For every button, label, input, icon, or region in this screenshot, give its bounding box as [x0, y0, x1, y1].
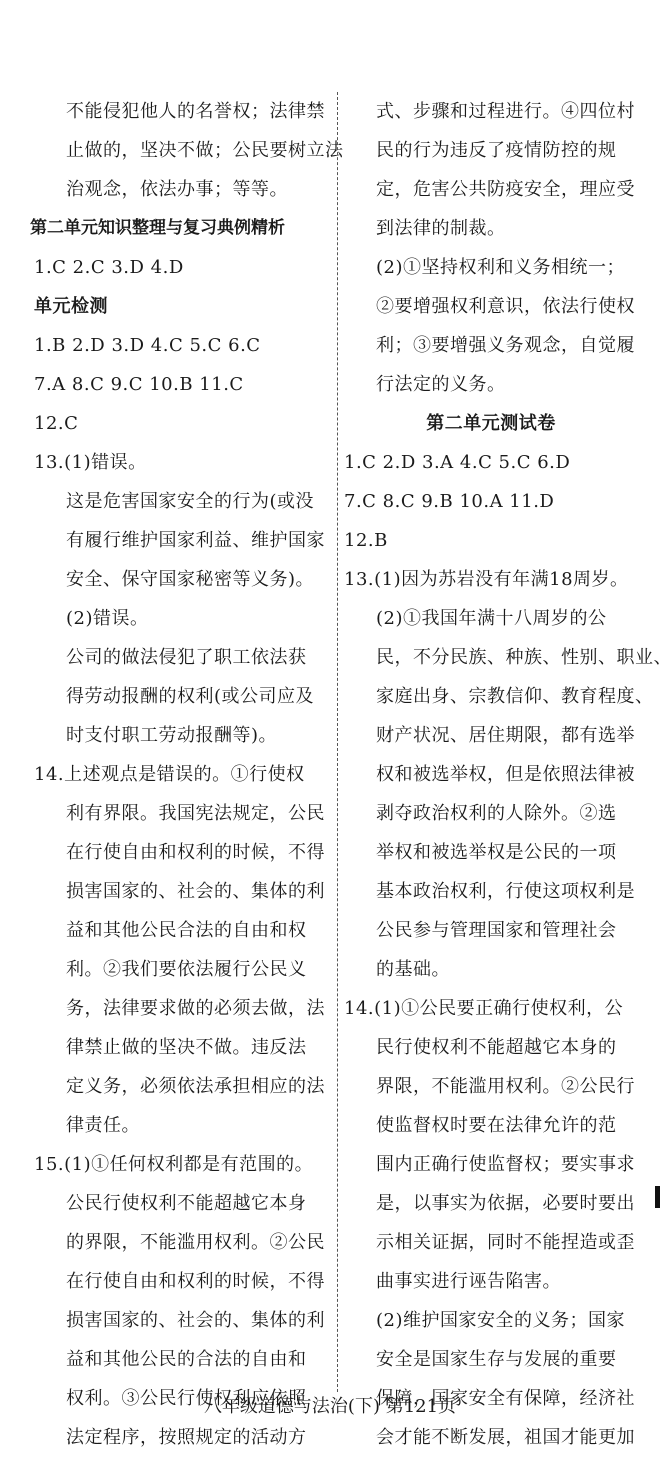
right-text-line: ②要增强权利意识，依法行使权 — [376, 296, 635, 317]
right-text-line: 民行使权利不能超越它本身的 — [376, 1037, 617, 1058]
right-text-line: 财产状况、居住期限，都有选举 — [376, 725, 635, 746]
right-text-line: 会才能不断发展，祖国才能更加 — [376, 1427, 635, 1448]
right-text-line: 12.B — [344, 530, 388, 551]
left-text-line: 公司的做法侵犯了职工依法获 — [66, 647, 307, 668]
right-text-line: 民的行为违反了疫情防控的规 — [376, 140, 617, 161]
right-text-line: 界限，不能滥用权利。②公民行 — [376, 1076, 635, 1097]
left-text-line: 利。②我们要依法履行公民义 — [66, 959, 307, 980]
right-column — [340, 92, 672, 1457]
right-text-line: 到法律的制裁。 — [376, 218, 506, 239]
edge-mark — [655, 1186, 660, 1208]
left-text-line: 1.B 2.D 3.D 4.C 5.C 6.C — [34, 335, 261, 356]
right-text-line: 13.(1)因为苏岩没有年满18周岁。 — [344, 569, 629, 590]
left-text-line: 益和其他公民的合法的自由和 — [66, 1349, 307, 1370]
right-text-line: 14.(1)①公民要正确行使权利，公 — [344, 998, 624, 1019]
right-text-line: 式、步骤和过程进行。④四位村 — [376, 101, 635, 122]
left-text-line: 时支付职工劳动报酬等)。 — [66, 725, 278, 746]
left-text-line: (2)错误。 — [66, 608, 149, 629]
right-text-line: 是，以事实为依据，必要时要出 — [376, 1193, 635, 1214]
right-text-line: 使监督权时要在法律允许的范 — [376, 1115, 617, 1136]
left-text-line: 这是危害国家安全的行为(或没 — [66, 491, 315, 512]
left-text-line: 权利。③公民行使权利应依照 — [66, 1388, 307, 1409]
right-text-line: 安全是国家生存与发展的重要 — [376, 1349, 617, 1370]
right-text-line: 剥夺政治权利的人除外。②选 — [376, 803, 617, 824]
left-text-line: 在行使自由和权利的时候，不得 — [66, 842, 325, 863]
right-text-line: (2)①坚持权利和义务相统一； — [376, 257, 625, 278]
right-text-line: 的基础。 — [376, 959, 450, 980]
right-text-line: 民，不分民族、种族、性别、职业、 — [376, 647, 672, 668]
left-text-line: 治观念，依法办事；等等。 — [66, 179, 288, 200]
left-text-line: 律禁止做的坚决不做。违反法 — [66, 1037, 307, 1058]
left-text-line: 15.(1)①任何权利都是有范围的。 — [34, 1154, 314, 1175]
right-text-line: 公民参与管理国家和管理社会 — [376, 920, 617, 941]
left-text-line: 有履行维护国家利益、维护国家 — [66, 530, 325, 551]
left-text-line: 务，法律要求做的必须去做，法 — [66, 998, 325, 1019]
left-text-line: 在行使自由和权利的时候，不得 — [66, 1271, 325, 1292]
right-text-line: 围内正确行使监督权；要实事求 — [376, 1154, 635, 1175]
left-text-line: 1.C 2.C 3.D 4.D — [34, 257, 184, 278]
left-text-line: 13.(1)错误。 — [34, 452, 147, 473]
right-text-line: 1.C 2.D 3.A 4.C 5.C 6.D — [344, 452, 571, 473]
right-text-line: 行法定的义务。 — [376, 374, 506, 395]
left-text-line: 7.A 8.C 9.C 10.B 11.C — [34, 374, 244, 395]
right-text-line: 利；③要增强义务观念，自觉履 — [376, 335, 635, 356]
right-text-line: (2)①我国年满十八周岁的公 — [376, 608, 607, 629]
right-text-line: (2)维护国家安全的义务；国家 — [376, 1310, 625, 1331]
left-text-line: 定义务，必须依法承担相应的法 — [66, 1076, 325, 1097]
right-text-line: 7.C 8.C 9.B 10.A 11.D — [344, 491, 555, 512]
left-text-line: 益和其他公民合法的自由和权 — [66, 920, 307, 941]
left-text-line: 损害国家的、社会的、集体的利 — [66, 881, 325, 902]
right-text-line: 基本政治权利，行使这项权利是 — [376, 881, 635, 902]
left-text-line: 第二单元知识整理与复习典例精析 — [30, 218, 285, 238]
left-text-line: 得劳动报酬的权利(或公司应及 — [66, 686, 315, 707]
column-divider — [337, 92, 338, 1392]
left-text-line: 安全、保守国家秘密等义务)。 — [66, 569, 315, 590]
left-text-line: 公民行使权利不能超越它本身 — [66, 1193, 307, 1214]
page-footer: 八年级道德与法治(下) 第121页 — [203, 1396, 457, 1417]
right-text-line: 第二单元测试卷 — [426, 413, 556, 434]
left-text-line: 损害国家的、社会的、集体的利 — [66, 1310, 325, 1331]
left-text-line: 14.上述观点是错误的。①行使权 — [34, 764, 305, 785]
left-text-line: 不能侵犯他人的名誉权；法律禁 — [66, 101, 325, 122]
left-text-line: 的界限，不能滥用权利。②公民 — [66, 1232, 325, 1253]
right-text-line: 保障，国家安全有保障，经济社 — [376, 1388, 635, 1409]
right-text-line: 曲事实进行诬告陷害。 — [376, 1271, 561, 1292]
right-text-line: 权和被选举权，但是依照法律被 — [376, 764, 635, 785]
right-text-line: 示相关证据，同时不能捏造或歪 — [376, 1232, 635, 1253]
left-text-line: 法定程序，按照规定的活动方 — [66, 1427, 307, 1448]
left-text-line: 12.C — [34, 413, 79, 434]
left-text-line: 止做的，坚决不做；公民要树立法 — [66, 140, 344, 161]
left-text-line: 单元检测 — [34, 296, 108, 317]
right-text-line: 定，危害公共防疫安全，理应受 — [376, 179, 635, 200]
right-text-line: 家庭出身、宗教信仰、教育程度、 — [376, 686, 654, 707]
right-text-line: 举权和被选举权是公民的一项 — [376, 842, 617, 863]
left-text-line: 利有界限。我国宪法规定，公民 — [66, 803, 325, 824]
left-column — [30, 92, 344, 1457]
left-text-line: 律责任。 — [66, 1115, 140, 1136]
